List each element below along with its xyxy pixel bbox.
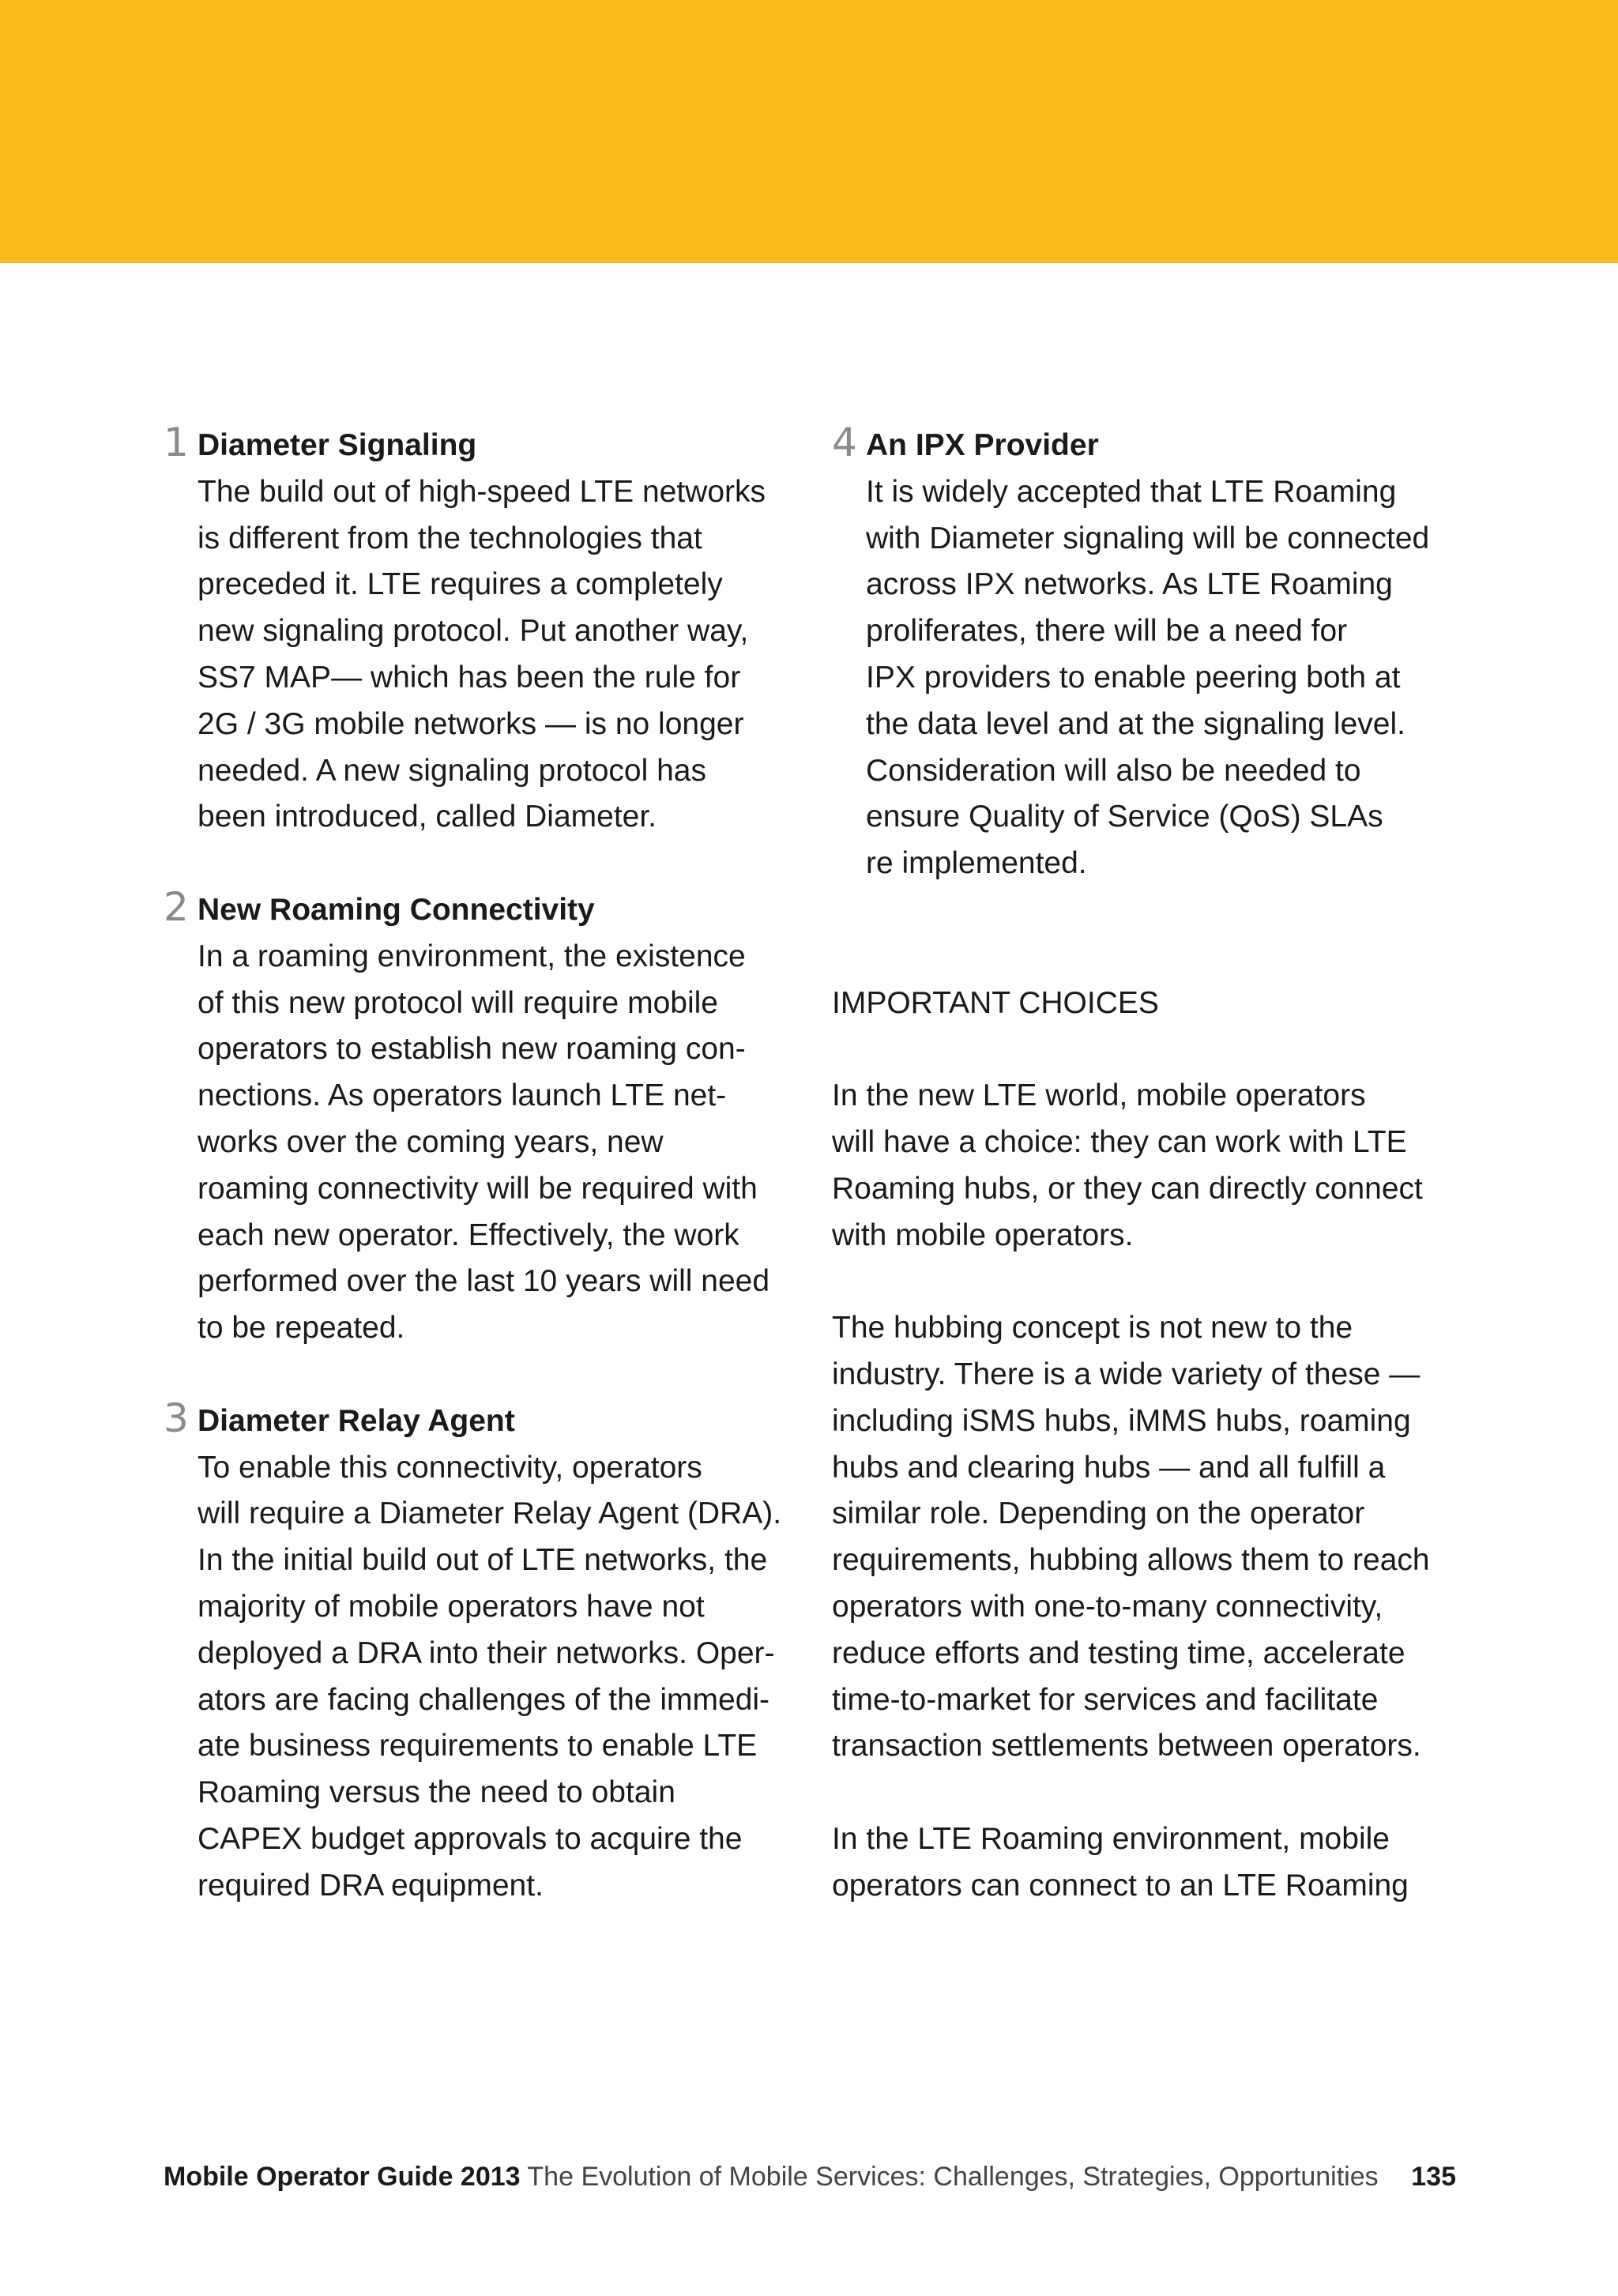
text-line: transaction settlements between operators.: [832, 1729, 1421, 1763]
spacer: [832, 934, 1464, 981]
text-line: Roaming versus the need to obtain: [198, 1775, 675, 1810]
right-column: [832, 420, 1464, 1910]
text-line: Consideration will also be needed to: [866, 753, 1361, 788]
text-line: requirements, hubbing allows them to reach: [832, 1543, 1430, 1578]
footer-publication-title: Mobile Operator Guide 2013: [164, 2162, 521, 2192]
text-line: new signaling protocol. Put another way,: [198, 614, 749, 649]
numbered-item-2: [164, 883, 796, 1352]
text-line: It is widely accepted that LTE Roaming: [866, 474, 1397, 509]
text-line: operators with one-to-many connectivity,: [832, 1589, 1383, 1624]
text-line: ensure Quality of Service (QoS) SLAs: [866, 800, 1383, 834]
text-line: 2G / 3G mobile networks — is no longer: [198, 706, 744, 741]
text-line: re implemented.: [866, 846, 1087, 881]
text-line: of this new protocol will require mobile: [198, 985, 718, 1020]
text-line: operators can connect to an LTE Roaming: [832, 1868, 1409, 1903]
text-line: To enable this connectivity, operators: [198, 1450, 702, 1485]
item-number: 2: [164, 883, 189, 930]
text-line: with Diameter signaling will be connected: [866, 521, 1430, 555]
text-line: the data level and at the signaling level.: [866, 706, 1405, 741]
text-line: deployed a DRA into their networks. Oper-: [198, 1635, 775, 1670]
text-line: will require a Diameter Relay Agent (DRA).: [198, 1496, 782, 1531]
text-line: ators are facing challenges of the immedi-: [198, 1682, 770, 1717]
text-line: preceded it. LTE requires a completely: [198, 567, 723, 602]
spacer: [832, 887, 1464, 934]
paragraph: [832, 1073, 1464, 1259]
header-color-band: [0, 0, 1618, 263]
text-line: In the initial build out of LTE networks, the: [198, 1543, 768, 1578]
text-line: operators to establish new roaming con-: [198, 1032, 746, 1067]
text-line: In the LTE Roaming environment, mobile: [832, 1821, 1390, 1856]
footer-subtitle: The Evolution of Mobile Services: Challenges, Strategies, Opportunities: [527, 2162, 1379, 2192]
text-line: majority of mobile operators have not: [198, 1589, 705, 1624]
item-title: Diameter Relay Agent: [198, 1403, 515, 1438]
page-footer: [164, 2153, 1456, 2200]
text-line: reduce efforts and testing time, accelerate: [832, 1635, 1405, 1670]
item-title: Diameter Signaling: [198, 428, 477, 462]
numbered-item-3: [164, 1395, 796, 1910]
text-line: The hubbing concept is not new to the: [832, 1311, 1353, 1346]
text-line: nections. As operators launch LTE net-: [198, 1078, 727, 1113]
text-line: with mobile operators.: [832, 1218, 1134, 1252]
paragraph: [832, 1305, 1464, 1770]
text-line: IPX providers to enable peering both at: [866, 660, 1401, 694]
text-line: Roaming hubs, or they can directly connect: [832, 1171, 1423, 1206]
text-line: The build out of high-speed LTE networks: [198, 474, 766, 509]
item-body: [866, 469, 1464, 887]
text-line: performed over the last 10 years will need: [198, 1264, 770, 1299]
page-number: 135: [1411, 2162, 1456, 2192]
text-line: roaming connectivity will be required with: [198, 1171, 758, 1206]
text-line: across IPX networks. As LTE Roaming: [866, 567, 1393, 602]
text-line: each new operator. Effectively, the work: [198, 1218, 739, 1252]
text-line: proliferates, there will be a need for: [866, 614, 1348, 649]
item-number: 4: [832, 420, 857, 465]
text-line: needed. A new signaling protocol has: [198, 753, 706, 788]
text-line: to be repeated.: [198, 1311, 405, 1346]
text-line: In the new LTE world, mobile operators: [832, 1078, 1366, 1113]
item-body: [198, 934, 796, 1352]
section-heading: IMPORTANT CHOICES: [832, 985, 1159, 1020]
item-body: [198, 469, 796, 841]
left-column: [164, 420, 796, 1955]
item-body: [198, 1445, 796, 1910]
text-line: required DRA equipment.: [198, 1868, 544, 1903]
text-line: hubs and clearing hubs — and all fulfill a: [832, 1450, 1386, 1485]
text-line: will have a choice: they can work with LTE: [832, 1124, 1407, 1159]
text-line: time-to-market for services and facilitate: [832, 1682, 1379, 1717]
text-line: industry. There is a wide variety of these —: [832, 1357, 1420, 1391]
text-line: works over the coming years, new: [198, 1124, 664, 1159]
text-line: is different from the technologies that: [198, 521, 702, 555]
item-title: An IPX Provider: [866, 428, 1099, 462]
text-line: ate business requirements to enable LTE: [198, 1729, 758, 1763]
text-line: CAPEX budget approvals to acquire the: [198, 1821, 743, 1856]
item-title: New Roaming Connectivity: [198, 892, 595, 927]
text-line: including iSMS hubs, iMMS hubs, roaming: [832, 1403, 1411, 1438]
paragraph: [832, 1816, 1464, 1910]
numbered-item-4: [832, 420, 1464, 887]
item-number: 1: [164, 420, 189, 465]
text-line: been introduced, called Diameter.: [198, 800, 657, 834]
text-line: similar role. Depending on the operator: [832, 1496, 1365, 1531]
item-number: 3: [164, 1395, 189, 1441]
text-line: SS7 MAP— which has been the rule for: [198, 660, 741, 694]
numbered-item-1: [164, 420, 796, 841]
text-line: In a roaming environment, the existence: [198, 939, 746, 973]
